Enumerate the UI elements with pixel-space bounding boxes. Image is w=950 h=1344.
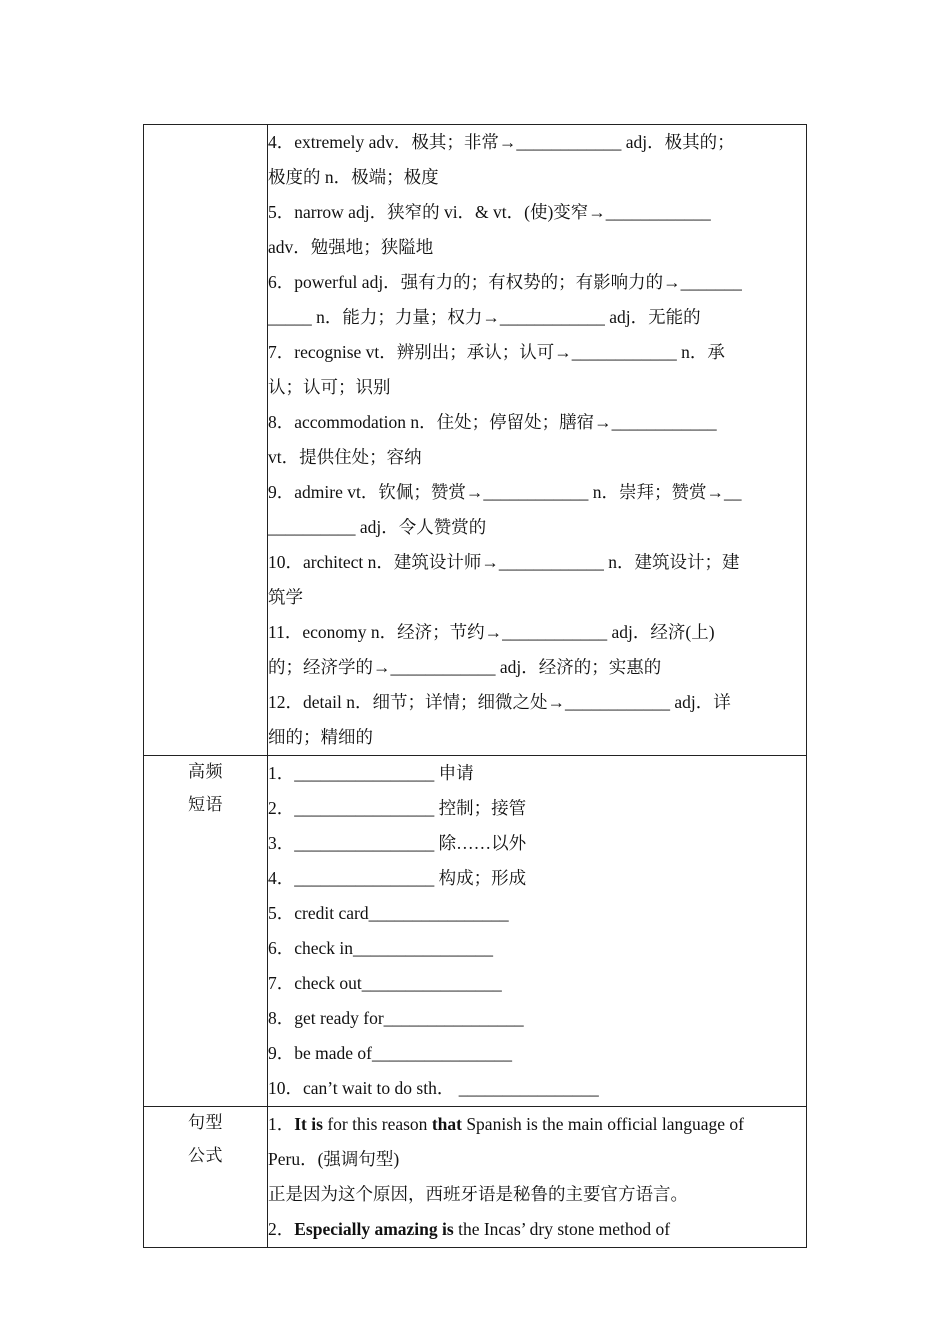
vocabulary-content-cell [268,125,807,756]
vocab-line: 6．powerful adj．强有力的；有权势的；有影响力的→_______ [268,272,742,292]
vocab-line: 的；经济学的→____________ adj．经济的；实惠的 [268,657,662,677]
phrase-item: 4．________________ 构成；形成 [268,868,527,888]
sentence-2-bold: Especially amazing is [294,1219,454,1239]
sentence-1-text: for this reason [322,1114,432,1134]
vocab-line: 5．narrow adj．狭窄的 vi．& vt．(使)变窄→____________ [268,202,711,222]
patterns-content-cell [268,1107,807,1248]
patterns-label-line2: 公式 [188,1146,223,1166]
phrase-item: 6．check in________________ [268,938,494,958]
vocab-line: 11．economy n．经济；节约→____________ adj．经济(上) [268,622,715,642]
phrases-label-line1: 高频 [188,762,223,782]
study-table [143,124,807,1248]
sentence-1-line2: Peru．(强调句型) [268,1149,400,1169]
vocab-line: adv．勉强地；狭隘地 [268,237,434,257]
phrase-item: 1．________________ 申请 [268,763,474,783]
sentence-1 [268,1107,806,1142]
phrase-item: 8．get ready for________________ [268,1008,524,1028]
phrase-item: 9．be made of________________ [268,1043,512,1063]
phrase-item: 10．can’t wait to do sth． ________________ [268,1078,599,1098]
vocab-line: 4．extremely adv．极其；非常→____________ adj．极其的； [268,132,735,152]
sentence-2 [268,1212,806,1247]
vocabulary-label-cell [144,125,268,756]
phrase-item: 5．credit card________________ [268,903,509,923]
sentence-1-translation: 正是因为这个原因，西班牙语是秘鲁的主要官方语言。 [268,1184,688,1204]
patterns-row [144,1107,807,1248]
vocab-line: 细的；精细的 [268,727,373,747]
patterns-label-cell [144,1107,268,1248]
vocab-line: 极度的 n．极端；极度 [268,167,439,187]
vocab-line: 筑学 [268,587,303,607]
phrases-label-cell [144,756,268,1107]
sentence-1-bold-it-is: It is [294,1114,323,1134]
vocab-line: 8．accommodation n．住处；停留处；膳宿→____________ [268,412,717,432]
sentence-2-text: the Incas’ dry stone method of [453,1219,671,1239]
vocab-line: 认；认可；识别 [268,377,391,397]
phrases-row [144,756,807,1107]
vocab-line: 12．detail n．细节；详情；细微之处→____________ adj．详 [268,692,731,712]
vocab-line: __________ adj．令人赞赏的 [268,517,487,537]
vocab-line: 10．architect n．建筑设计师→____________ n．建筑设计；建 [268,552,740,572]
patterns-label-line1: 句型 [188,1113,223,1133]
vocabulary-row [144,125,807,756]
vocab-line: 7．recognise vt．辨别出；承认；认可→____________ n．承 [268,342,725,362]
sentence-2-number: 2． [268,1219,295,1239]
vocab-line: 9．admire vt．钦佩；赞赏→____________ n．崇拜；赞赏→__ [268,482,742,502]
sentence-1-text-tail: Spanish is the main official language of [461,1114,744,1134]
phrase-item: 3．________________ 除……以外 [268,833,527,853]
phrases-label-line2: 短语 [188,795,223,815]
sentence-1-number: 1． [268,1114,295,1134]
vocab-line: vt．提供住处；容纳 [268,447,422,467]
vocab-line: _____ n．能力；力量；权力→____________ adj．无能的 [268,307,701,327]
sentence-1-bold-that: that [431,1114,462,1134]
phrase-item: 7．check out________________ [268,973,502,993]
phrases-content-cell [268,756,807,1107]
phrase-item: 2．________________ 控制；接管 [268,798,527,818]
